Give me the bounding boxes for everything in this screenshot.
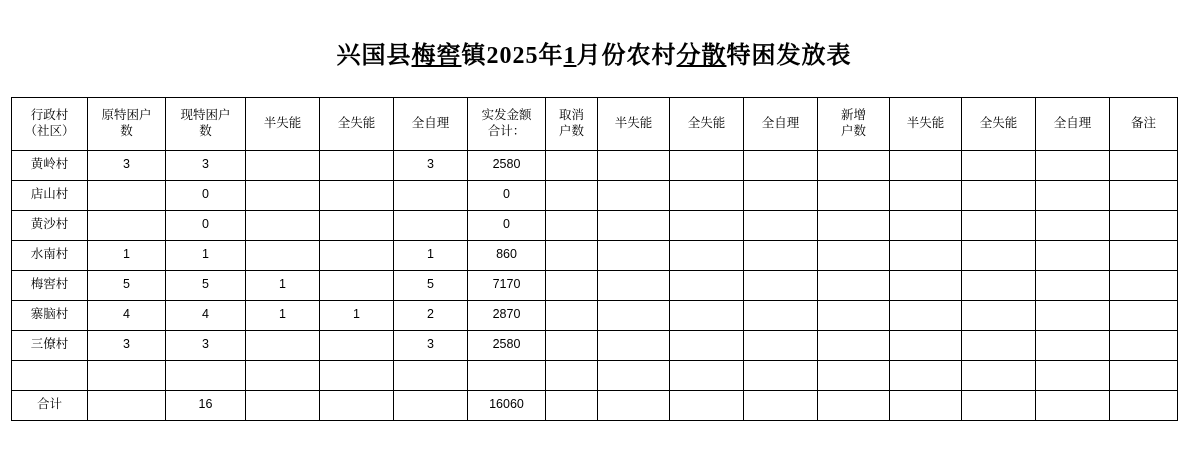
cell-full-disabled: 1: [320, 300, 394, 330]
cell-orig-count: [88, 210, 166, 240]
cell-cancel-count: [546, 150, 598, 180]
cell-amount-total: 860: [468, 240, 546, 270]
cell-village: 黄沙村: [12, 210, 88, 240]
cell-current-count: 4: [166, 300, 246, 330]
table-body: [12, 150, 1178, 420]
cell-village: [12, 360, 88, 390]
cell-cancel-half: [598, 240, 670, 270]
cell-remark: [1110, 150, 1178, 180]
cell-amount-total: 2580: [468, 150, 546, 180]
header-line-a: 备注: [1130, 115, 1156, 130]
cell-half-disabled: [246, 180, 320, 210]
cell-full-disabled: [320, 390, 394, 420]
table-row: [12, 150, 1178, 180]
table-row-empty: [12, 360, 1178, 390]
header-line-a: 行政村: [30, 108, 69, 123]
cell-orig-count: [88, 180, 166, 210]
cell-new-count: [818, 360, 890, 390]
cell-self-care: 3: [394, 330, 468, 360]
cell-remark: [1110, 300, 1178, 330]
cell-new-count: [818, 180, 890, 210]
cell-current-count: 16: [166, 390, 246, 420]
cell-new-full: [962, 330, 1036, 360]
header-line-b: 户数: [840, 123, 866, 138]
title-suffix: 特困发放表: [726, 43, 852, 69]
header-row: [12, 97, 1178, 150]
table-row: [12, 180, 1178, 210]
header-cell-11: [818, 97, 890, 150]
cell-amount-total: 2870: [468, 300, 546, 330]
cell-cancel-count: [546, 330, 598, 360]
page-title: [0, 0, 1188, 71]
header-cell-0: [12, 97, 88, 150]
cell-full-disabled: [320, 240, 394, 270]
table-header: [12, 97, 1178, 150]
cell-current-count: 0: [166, 210, 246, 240]
cell-cancel-self: [744, 270, 818, 300]
cell-cancel-half: [598, 390, 670, 420]
cell-amount-total: 16060: [468, 390, 546, 420]
cell-cancel-full: [670, 180, 744, 210]
cell-new-count: [818, 300, 890, 330]
header-cell-8: [598, 97, 670, 150]
header-cell-13: [962, 97, 1036, 150]
cell-half-disabled: 1: [246, 270, 320, 300]
cell-cancel-half: [598, 180, 670, 210]
header-line-a: 现特困户: [180, 108, 231, 123]
title-month: 1: [563, 43, 577, 69]
cell-current-count: 1: [166, 240, 246, 270]
cell-new-count: [818, 240, 890, 270]
cell-new-full: [962, 180, 1036, 210]
header-line-a: 全失能: [687, 115, 726, 130]
header-line-b: 数: [199, 123, 212, 138]
cell-self-care: 2: [394, 300, 468, 330]
cell-cancel-half: [598, 330, 670, 360]
cell-new-self: [1036, 150, 1110, 180]
cell-cancel-self: [744, 150, 818, 180]
header-line-a: 实发金额: [481, 108, 532, 123]
cell-full-disabled: [320, 270, 394, 300]
cell-new-count: [818, 210, 890, 240]
title-prefix: 兴国县: [336, 43, 412, 69]
header-line-a: 半失能: [263, 115, 302, 130]
cell-orig-count: 1: [88, 240, 166, 270]
cell-current-count: [166, 360, 246, 390]
cell-new-full: [962, 360, 1036, 390]
header-cell-10: [744, 97, 818, 150]
cell-village: 黄岭村: [12, 150, 88, 180]
header-line-b: 户数: [558, 123, 584, 138]
cell-amount-total: [468, 360, 546, 390]
cell-cancel-full: [670, 210, 744, 240]
cell-cancel-self: [744, 180, 818, 210]
cell-orig-count: [88, 390, 166, 420]
header-cell-6: [468, 97, 546, 150]
cell-new-count: [818, 330, 890, 360]
cell-village: 梅窖村: [12, 270, 88, 300]
cell-self-care: [394, 210, 468, 240]
table-container: [11, 97, 1177, 421]
cell-village: 寨脑村: [12, 300, 88, 330]
cell-total-label: 合计: [12, 390, 88, 420]
cell-half-disabled: [246, 210, 320, 240]
cell-remark: [1110, 390, 1178, 420]
cell-cancel-count: [546, 240, 598, 270]
cell-full-disabled: [320, 180, 394, 210]
cell-cancel-half: [598, 360, 670, 390]
cell-amount-total: 0: [468, 210, 546, 240]
title-type: 分散: [676, 43, 727, 69]
cell-half-disabled: [246, 330, 320, 360]
table-row: [12, 240, 1178, 270]
cell-new-self: [1036, 180, 1110, 210]
distribution-table: [11, 97, 1178, 421]
cell-orig-count: 3: [88, 330, 166, 360]
cell-new-self: [1036, 360, 1110, 390]
table-row: [12, 330, 1178, 360]
cell-cancel-full: [670, 270, 744, 300]
cell-remark: [1110, 240, 1178, 270]
header-line-a: 半失能: [906, 115, 945, 130]
cell-cancel-count: [546, 360, 598, 390]
cell-cancel-self: [744, 390, 818, 420]
cell-orig-count: 5: [88, 270, 166, 300]
cell-village: 水南村: [12, 240, 88, 270]
cell-cancel-half: [598, 270, 670, 300]
cell-cancel-full: [670, 360, 744, 390]
cell-village: 店山村: [12, 180, 88, 210]
cell-amount-total: 0: [468, 180, 546, 210]
cell-current-count: 0: [166, 180, 246, 210]
cell-cancel-half: [598, 210, 670, 240]
cell-new-half: [890, 180, 962, 210]
cell-new-full: [962, 300, 1036, 330]
cell-orig-count: [88, 360, 166, 390]
cell-cancel-half: [598, 150, 670, 180]
cell-cancel-self: [744, 360, 818, 390]
cell-self-care: [394, 180, 468, 210]
cell-new-full: [962, 210, 1036, 240]
cell-new-self: [1036, 390, 1110, 420]
header-line-a: 全自理: [761, 115, 800, 130]
cell-remark: [1110, 270, 1178, 300]
cell-amount-total: 7170: [468, 270, 546, 300]
header-line-a: 取消: [558, 108, 584, 123]
cell-remark: [1110, 180, 1178, 210]
title-mid2: 月份农村: [576, 43, 677, 69]
cell-orig-count: 3: [88, 150, 166, 180]
title-town: 梅窖: [411, 43, 462, 69]
header-line-b: 合计：: [487, 123, 526, 138]
header-cell-2: [166, 97, 246, 150]
cell-full-disabled: [320, 150, 394, 180]
cell-self-care: [394, 390, 468, 420]
cell-new-full: [962, 390, 1036, 420]
cell-current-count: 3: [166, 150, 246, 180]
header-cell-14: [1036, 97, 1110, 150]
cell-new-self: [1036, 300, 1110, 330]
cell-half-disabled: [246, 240, 320, 270]
cell-cancel-full: [670, 330, 744, 360]
cell-full-disabled: [320, 210, 394, 240]
cell-cancel-self: [744, 210, 818, 240]
cell-cancel-count: [546, 210, 598, 240]
cell-cancel-self: [744, 240, 818, 270]
cell-half-disabled: [246, 390, 320, 420]
header-cell-3: [246, 97, 320, 150]
cell-new-half: [890, 240, 962, 270]
table-row: [12, 300, 1178, 330]
cell-half-disabled: [246, 360, 320, 390]
cell-cancel-self: [744, 300, 818, 330]
cell-remark: [1110, 360, 1178, 390]
cell-remark: [1110, 210, 1178, 240]
cell-new-count: [818, 270, 890, 300]
cell-orig-count: 4: [88, 300, 166, 330]
table-row-total: [12, 390, 1178, 420]
header-line-a: 全自理: [1053, 115, 1092, 130]
header-cell-9: [670, 97, 744, 150]
cell-amount-total: 2580: [468, 330, 546, 360]
cell-current-count: 3: [166, 330, 246, 360]
cell-cancel-count: [546, 390, 598, 420]
cell-cancel-count: [546, 270, 598, 300]
cell-new-self: [1036, 210, 1110, 240]
cell-new-count: [818, 150, 890, 180]
cell-new-half: [890, 300, 962, 330]
cell-new-half: [890, 270, 962, 300]
header-line-a: 新增: [840, 108, 866, 123]
cell-new-count: [818, 390, 890, 420]
header-cell-5: [394, 97, 468, 150]
header-line-a: 半失能: [614, 115, 653, 130]
cell-new-half: [890, 360, 962, 390]
header-cell-15: [1110, 97, 1178, 150]
header-line-b: 数: [120, 123, 133, 138]
cell-self-care: 3: [394, 150, 468, 180]
cell-half-disabled: 1: [246, 300, 320, 330]
header-cell-7: [546, 97, 598, 150]
header-line-a: 全自理: [411, 115, 450, 130]
cell-cancel-count: [546, 300, 598, 330]
header-line-a: 全失能: [337, 115, 376, 130]
table-row: [12, 270, 1178, 300]
header-line-a: 原特困户: [101, 108, 152, 123]
cell-cancel-self: [744, 330, 818, 360]
table-row: [12, 210, 1178, 240]
cell-self-care: [394, 360, 468, 390]
cell-village: 三僚村: [12, 330, 88, 360]
cell-new-half: [890, 330, 962, 360]
cell-new-half: [890, 390, 962, 420]
cell-new-self: [1036, 330, 1110, 360]
title-mid: 镇2025年: [461, 43, 564, 69]
cell-cancel-full: [670, 240, 744, 270]
cell-cancel-count: [546, 180, 598, 210]
header-line-a: 全失能: [979, 115, 1018, 130]
cell-new-self: [1036, 270, 1110, 300]
cell-self-care: 1: [394, 240, 468, 270]
cell-new-half: [890, 210, 962, 240]
cell-half-disabled: [246, 150, 320, 180]
header-line-b: （社区）: [24, 123, 75, 138]
cell-cancel-half: [598, 300, 670, 330]
cell-remark: [1110, 330, 1178, 360]
cell-self-care: 5: [394, 270, 468, 300]
header-cell-4: [320, 97, 394, 150]
cell-cancel-full: [670, 390, 744, 420]
cell-current-count: 5: [166, 270, 246, 300]
header-cell-1: [88, 97, 166, 150]
cell-new-full: [962, 150, 1036, 180]
cell-new-self: [1036, 240, 1110, 270]
header-cell-12: [890, 97, 962, 150]
cell-new-half: [890, 150, 962, 180]
cell-new-full: [962, 270, 1036, 300]
cell-cancel-full: [670, 150, 744, 180]
cell-full-disabled: [320, 360, 394, 390]
cell-full-disabled: [320, 330, 394, 360]
cell-cancel-full: [670, 300, 744, 330]
cell-new-full: [962, 240, 1036, 270]
